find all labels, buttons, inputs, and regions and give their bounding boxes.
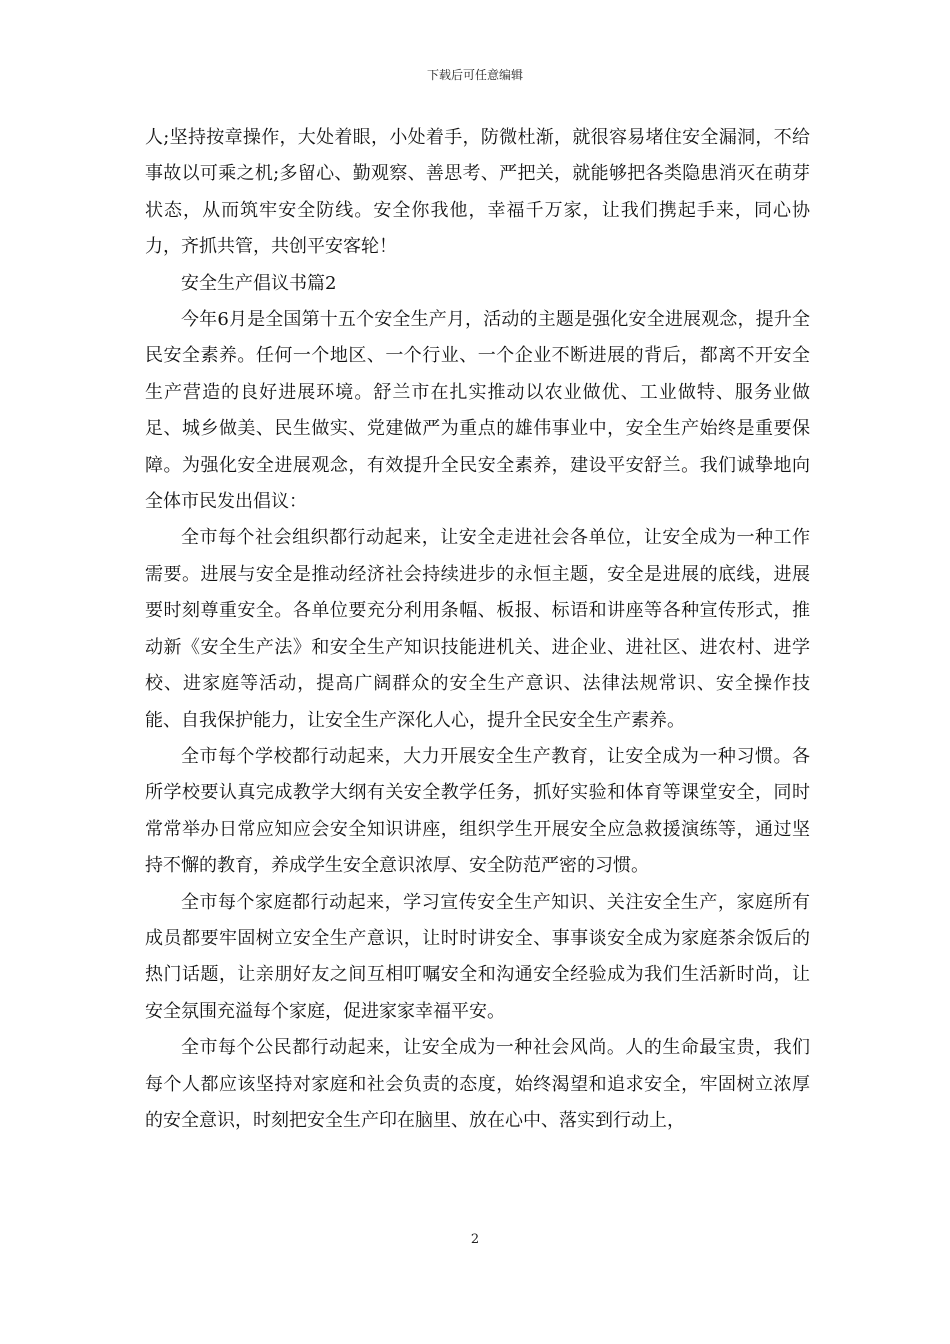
paragraph-continued: 人;坚持按章操作，大处着眼，小处着手，防微杜渐，就很容易堵住安全漏洞，不给事故以可乘之机;多留心、勤观察、善思考、严把关，就能够把各类隐患消灭在萌芽状态，从而筑牢安全防线。安全你我他，幸福千万家，让我们携起手来，同心协力，齐抓共管，共创平安客轮！ <box>145 127 810 258</box>
section-heading: 安全生产倡议书篇2 <box>181 272 337 294</box>
document-body <box>145 120 810 1139</box>
paragraph: 全市每个社会组织都行动起来，让安全走进社会各单位，让安全成为一种工作需要。进展与安全是推动经济社会持续进步的永恒主题，安全是进展的底线，进展要时刻尊重安全。各单位要充分利用条幅、板报、标语和讲座等各种宣传形式，推动新《安全生产法》和安全生产知识技能进机关、进企业、进社区、进农村、进学校、进家庭等活动，提高广阔群众的安全生产意识、法律法规常识、安全操作技能、自我保护能力，让安全生产深化人心，提升全民安全生产素养。 <box>145 527 810 731</box>
page-header-note: 下载后可任意编辑 <box>426 68 523 82</box>
paragraph: 全市每个学校都行动起来，大力开展安全生产教育，让安全成为一种习惯。各所学校要认真完成教学大纲有关安全教学任务，抓好实验和体育等课堂安全，同时常常举办日常应知应会安全知识讲座，组织学生开展安全应急救援演练等，通过坚持不懈的教育，养成学生安全意识浓厚、安全防范严密的习惯。 <box>145 745 810 877</box>
paragraph: 全市每个家庭都行动起来，学习宣传安全生产知识、关注安全生产，家庭所有成员都要牢固树立安全生产意识，让时时讲安全、事事谈安全成为家庭茶余饭后的热门话题，让亲朋好友之间互相叮嘱安全和沟通安全经验成为我们生活新时尚，让安全氛围充溢每个家庭，促进家家幸福平安。 <box>145 891 810 1022</box>
paragraph: 全市每个公民都行动起来，让安全成为一种社会风尚。人的生命最宝贵，我们每个人都应该坚持对家庭和社会负责的态度，始终渴望和追求安全，牢固树立浓厚的安全意识，时刻把安全生产印在脑里、放在心中、落实到行动上， <box>145 1037 810 1131</box>
page-number: 2 <box>470 1232 480 1247</box>
paragraph: 今年6月是全国第十五个安全生产月，活动的主题是强化安全进展观念，提升全民安全素养。任何一个地区、一个行业、一个企业不断进展的背后，都离不开安全生产营造的良好进展环境。舒兰市在扎实推动以农业做优、工业做特、服务业做足、城乡做美、民生做实、党建做严为重点的雄伟事业中，安全生产始终是重要保障。为强化安全进展观念，有效提升全民安全素养，建设平安舒兰。我们诚挚地向全体市民发出倡议： <box>145 309 810 513</box>
